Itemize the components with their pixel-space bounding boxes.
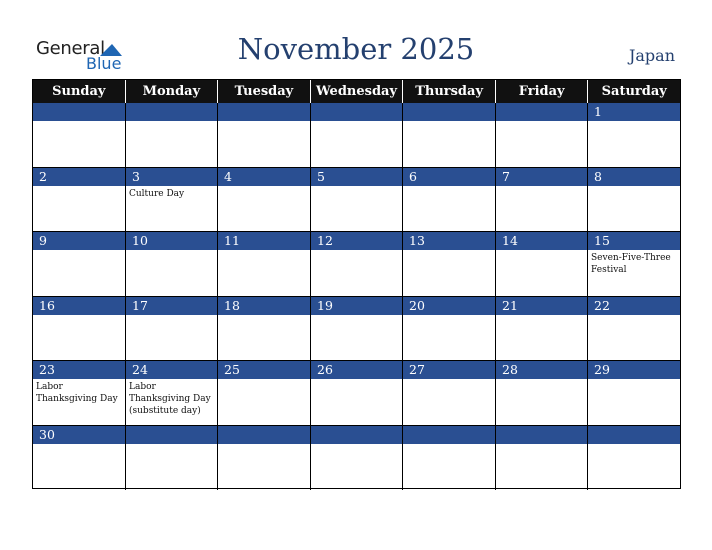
day-cell — [588, 232, 680, 296]
weekday-thursday: Thursday — [403, 80, 496, 103]
day-number: 17 — [132, 297, 148, 313]
country-label: Japan — [628, 46, 675, 65]
day-cell — [218, 168, 311, 232]
weekday-wednesday: Wednesday — [311, 80, 404, 103]
day-number: 3 — [132, 168, 140, 184]
day-cell — [496, 168, 588, 232]
day-number: 25 — [224, 362, 240, 377]
weekday-sunday: Sunday — [33, 80, 126, 103]
day-cell — [496, 297, 588, 361]
day-number: 19 — [317, 297, 333, 313]
day-number: 14 — [502, 233, 518, 248]
day-number: 22 — [594, 297, 610, 313]
week-row — [33, 168, 680, 232]
day-number: 27 — [409, 362, 425, 377]
week-row — [33, 297, 680, 361]
day-cell — [33, 168, 126, 232]
day-number: 29 — [594, 362, 610, 377]
page-title: November 2025 — [237, 32, 475, 66]
day-number: 4 — [224, 168, 232, 184]
day-cell — [126, 426, 218, 490]
day-cell — [33, 232, 126, 296]
weekday-friday: Friday — [496, 80, 589, 103]
holiday-label: Seven-Five-Three Festival — [591, 253, 671, 275]
week-row — [33, 232, 680, 296]
day-cell — [33, 426, 126, 490]
day-number: 8 — [594, 168, 602, 184]
day-cell — [403, 297, 496, 361]
day-cell — [588, 297, 680, 361]
day-cell — [403, 232, 496, 296]
day-cell — [588, 168, 680, 232]
day-cell — [496, 361, 588, 425]
day-number: 10 — [132, 233, 148, 248]
day-number: 24 — [132, 362, 148, 377]
day-cell — [126, 297, 218, 361]
day-number: 18 — [224, 297, 240, 313]
day-number: 16 — [39, 297, 55, 313]
day-cell — [311, 232, 403, 296]
day-cell — [126, 168, 218, 232]
week-row — [33, 361, 680, 425]
weekday-monday: Monday — [126, 80, 219, 103]
holiday-label: Labor Thanksgiving Day — [36, 382, 118, 404]
day-number: 7 — [502, 168, 510, 184]
day-number: 23 — [39, 362, 55, 377]
day-cell — [588, 361, 680, 425]
day-cell — [588, 103, 680, 167]
day-cell — [403, 168, 496, 232]
day-number: 6 — [409, 168, 417, 184]
day-cell — [126, 361, 218, 425]
day-cell — [496, 232, 588, 296]
day-cell — [311, 168, 403, 232]
day-cell — [218, 103, 311, 167]
week-row — [33, 103, 680, 167]
day-cell — [33, 103, 126, 167]
week-row — [33, 426, 680, 490]
weekday-header — [33, 80, 680, 103]
day-number: 30 — [39, 426, 55, 442]
day-number: 28 — [502, 362, 518, 377]
holiday-label: Labor Thanksgiving Day (substitute day) — [129, 382, 211, 416]
day-cell — [403, 361, 496, 425]
day-number: 26 — [317, 362, 333, 377]
calendar-grid — [32, 79, 681, 489]
day-cell — [218, 426, 311, 490]
day-cell — [218, 361, 311, 425]
day-number: 15 — [594, 233, 610, 248]
day-cell — [33, 361, 126, 425]
day-cell — [311, 361, 403, 425]
day-cell — [126, 103, 218, 167]
weekday-tuesday: Tuesday — [218, 80, 311, 103]
day-cell — [403, 426, 496, 490]
day-cell — [311, 426, 403, 490]
day-cell — [496, 103, 588, 167]
day-number: 11 — [224, 233, 240, 248]
weekday-saturday: Saturday — [601, 84, 667, 99]
day-number: 13 — [409, 233, 425, 248]
logo-text-general: General — [36, 38, 105, 59]
day-cell — [588, 426, 680, 490]
day-number: 9 — [39, 233, 47, 248]
day-number: 21 — [502, 297, 518, 313]
day-number: 1 — [594, 104, 602, 119]
day-cell — [403, 103, 496, 167]
day-cell — [496, 426, 588, 490]
day-number: 12 — [317, 233, 333, 248]
day-number: 5 — [317, 168, 325, 184]
day-number: 2 — [39, 168, 47, 184]
day-cell — [126, 232, 218, 296]
day-cell — [218, 232, 311, 296]
day-cell — [311, 297, 403, 361]
day-cell — [311, 103, 403, 167]
day-cell — [33, 297, 126, 361]
logo-text-blue: Blue — [86, 54, 122, 73]
day-number: 20 — [409, 297, 425, 313]
day-cell — [218, 297, 311, 361]
holiday-label: Culture Day — [129, 188, 185, 199]
